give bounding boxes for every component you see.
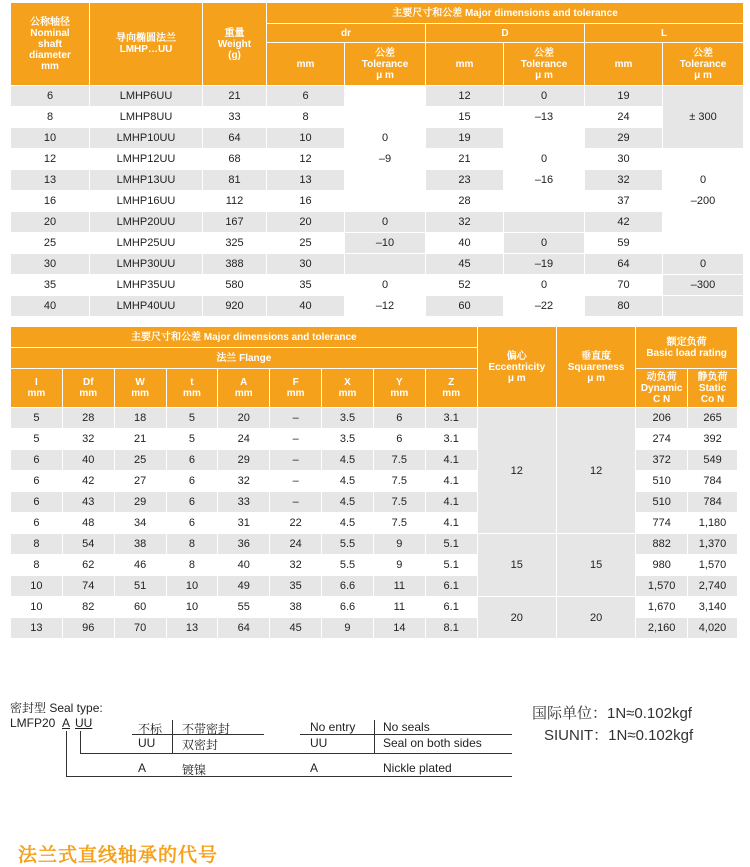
seal-row1-cn-code: 不标 — [138, 722, 163, 736]
cell-t: 5 — [167, 408, 218, 428]
cell-x: 6.6 — [322, 597, 373, 617]
header-static: 静负荷 Static Co N — [688, 369, 737, 407]
cell-D: 23 — [426, 170, 503, 190]
cell-f: 24 — [270, 534, 321, 554]
table-row — [11, 254, 743, 274]
cell-dynamic-load: 1,670 — [636, 597, 687, 617]
cell-df: 28 — [63, 408, 114, 428]
cell-t: 8 — [167, 534, 218, 554]
cell-dynamic-load: 206 — [636, 408, 687, 428]
cell-eccentricity: 12 — [478, 408, 556, 533]
table-row — [11, 86, 743, 106]
cell-shaft: 6 — [11, 86, 89, 106]
cell-L-tol: ± 300 — [663, 86, 743, 148]
cell-shaft: 16 — [11, 191, 89, 211]
header-squareness: 垂直度 Squareness μ m — [557, 327, 635, 407]
cell-D-tol-empty — [504, 128, 584, 148]
cell-model: LMHP30UU — [90, 254, 202, 274]
cell-w: 70 — [115, 618, 166, 638]
connector-uu-vertical — [80, 731, 81, 753]
section-title: 法兰式直线轴承的代号 — [18, 845, 219, 866]
cell-t: 5 — [167, 429, 218, 449]
seal-row2-en-code: UU — [310, 736, 328, 750]
cell-static-load: 4,020 — [688, 618, 737, 638]
cell-df: 54 — [63, 534, 114, 554]
cell-L: 64 — [585, 254, 662, 274]
cell-L: 59 — [585, 233, 662, 253]
header-W: W mm — [115, 369, 166, 407]
header-major-dimensions-2: 主要尺寸和公差 Major dimensions and tolerance — [11, 327, 477, 347]
cell-model: LMHP25UU — [90, 233, 202, 253]
seal-row2-en-desc: Seal on both sides — [383, 736, 482, 750]
seal-code-a: A — [62, 716, 71, 730]
cell-z: 6.1 — [426, 597, 477, 617]
cell-L-tol-lower: –200 — [663, 191, 743, 211]
cell-weight: 64 — [203, 128, 266, 148]
cell-x: 4.5 — [322, 492, 373, 512]
cell-f: 38 — [270, 597, 321, 617]
cell-x: 6.6 — [322, 576, 373, 596]
cell-w: 34 — [115, 513, 166, 533]
cell-dr: 8 — [267, 107, 344, 127]
cell-L: 19 — [585, 86, 662, 106]
cell-i: 8 — [11, 534, 62, 554]
cell-shaft: 30 — [11, 254, 89, 274]
cell-i: 10 — [11, 576, 62, 596]
cell-L: 32 — [585, 170, 662, 190]
cell-weight: 81 — [203, 170, 266, 190]
divider-en-top — [300, 734, 512, 735]
table-row — [11, 597, 737, 617]
header-Z: Z mm — [426, 369, 477, 407]
cell-dr: 30 — [267, 254, 344, 274]
cell-static-load: 784 — [688, 492, 737, 512]
cell-z: 4.1 — [426, 471, 477, 491]
cell-w: 27 — [115, 471, 166, 491]
cell-model: LMHP8UU — [90, 107, 202, 127]
cell-model: LMHP12UU — [90, 149, 202, 169]
cell-weight: 33 — [203, 107, 266, 127]
cell-dr: 12 — [267, 149, 344, 169]
cell-z: 8.1 — [426, 618, 477, 638]
cell-D: 52 — [426, 275, 503, 295]
cell-df: 40 — [63, 450, 114, 470]
dimension-table-1 — [10, 2, 744, 317]
cell-static-load: 1,180 — [688, 513, 737, 533]
header-L: L — [585, 24, 743, 42]
cell-D-tol-upper: 0 — [504, 233, 584, 253]
cell-y: 9 — [374, 534, 425, 554]
cell-L: 24 — [585, 107, 662, 127]
cell-dr: 35 — [267, 275, 344, 295]
cell-dynamic-load: 774 — [636, 513, 687, 533]
cell-x: 5.5 — [322, 534, 373, 554]
divider-cn-vertical — [172, 720, 173, 754]
cell-a: 40 — [218, 555, 269, 575]
cell-i: 6 — [11, 450, 62, 470]
header-major-dimensions: 主要尺寸和公差 Major dimensions and tolerance — [267, 3, 743, 23]
cell-D-tol-empty — [504, 212, 584, 232]
seal-row3-cn-code: A — [138, 761, 147, 775]
cell-a: 32 — [218, 471, 269, 491]
header-dr-tolerance: 公差 Tolerance μ m — [345, 43, 425, 85]
cell-x: 4.5 — [322, 450, 373, 470]
cell-L: 70 — [585, 275, 662, 295]
cell-y: 6 — [374, 429, 425, 449]
cell-df: 32 — [63, 429, 114, 449]
table-row — [11, 408, 737, 428]
cell-weight: 68 — [203, 149, 266, 169]
cell-squareness: 15 — [557, 534, 635, 596]
cell-f: 32 — [270, 555, 321, 575]
cell-static-load: 2,740 — [688, 576, 737, 596]
cell-eccentricity: 15 — [478, 534, 556, 596]
cell-y: 7.5 — [374, 471, 425, 491]
cell-df: 96 — [63, 618, 114, 638]
seal-row1-en-code: No entry — [310, 720, 356, 734]
seal-code-uu: UU — [75, 716, 93, 730]
cell-dr: 40 — [267, 296, 344, 316]
cell-squareness: 12 — [557, 408, 635, 533]
seal-row2-cn-code: UU — [138, 736, 156, 750]
seal-row1-en-desc: No seals — [383, 720, 430, 734]
cell-f: – — [270, 408, 321, 428]
cell-dynamic-load: 372 — [636, 450, 687, 470]
cell-dynamic-load: 2,160 — [636, 618, 687, 638]
cell-x: 9 — [322, 618, 373, 638]
cell-model: LMHP16UU — [90, 191, 202, 211]
cell-weight: 325 — [203, 233, 266, 253]
table-row — [11, 233, 743, 253]
cell-y: 7.5 — [374, 450, 425, 470]
cell-shaft: 25 — [11, 233, 89, 253]
table-row — [11, 275, 743, 295]
cell-f: – — [270, 450, 321, 470]
cell-dr-tol-lower: –10 — [345, 233, 425, 253]
header-Df: Df mm — [63, 369, 114, 407]
cell-z: 6.1 — [426, 576, 477, 596]
cell-D: 15 — [426, 107, 503, 127]
header-weight: 重量 Weight (g) — [203, 3, 266, 85]
cell-L: 42 — [585, 212, 662, 232]
cell-y: 14 — [374, 618, 425, 638]
cell-i: 5 — [11, 408, 62, 428]
cell-D-tol-upper: 0 — [504, 275, 584, 295]
cell-dr-tol-empty — [345, 170, 425, 190]
cell-z: 3.1 — [426, 408, 477, 428]
table-row — [11, 534, 737, 554]
cell-eccentricity: 20 — [478, 597, 556, 638]
connector-uu-horizontal — [80, 753, 512, 754]
cell-z: 4.1 — [426, 492, 477, 512]
cell-shaft: 12 — [11, 149, 89, 169]
cell-D: 60 — [426, 296, 503, 316]
cell-y: 6 — [374, 408, 425, 428]
cell-D-tol-lower: –19 — [504, 254, 584, 274]
header-nominal-diameter: 公称轴径 Nominal shaft diameter mm — [11, 3, 89, 85]
cell-static-load: 3,140 — [688, 597, 737, 617]
cell-shaft: 35 — [11, 275, 89, 295]
cell-D: 21 — [426, 149, 503, 169]
cell-z: 4.1 — [426, 513, 477, 533]
cell-shaft: 20 — [11, 212, 89, 232]
cell-t: 13 — [167, 618, 218, 638]
cell-shaft: 40 — [11, 296, 89, 316]
cell-a: 49 — [218, 576, 269, 596]
cell-model: LMHP20UU — [90, 212, 202, 232]
cell-df: 74 — [63, 576, 114, 596]
seal-row1-cn-desc: 不带密封 — [182, 722, 231, 736]
cell-i: 5 — [11, 429, 62, 449]
table-row — [11, 296, 743, 316]
cell-dr-tol-upper: 0 — [345, 212, 425, 232]
cell-L-tol-empty — [663, 296, 743, 316]
cell-weight: 167 — [203, 212, 266, 232]
cell-D: 12 — [426, 86, 503, 106]
cell-dr: 20 — [267, 212, 344, 232]
unit-note-cn: 国际单位：1N≈0.102kgf — [532, 705, 692, 722]
seal-type-title: 密封型 Seal type: — [10, 701, 103, 715]
cell-dr: 6 — [267, 86, 344, 106]
cell-y: 11 — [374, 576, 425, 596]
header-Y: Y mm — [374, 369, 425, 407]
cell-dynamic-load: 1,570 — [636, 576, 687, 596]
cell-i: 6 — [11, 471, 62, 491]
seal-code-prefix: LMFP20 — [10, 716, 56, 730]
connector-a-vertical — [66, 731, 67, 776]
cell-i: 10 — [11, 597, 62, 617]
cell-dr-tol-lower: –9 — [345, 149, 425, 169]
cell-dynamic-load: 882 — [636, 534, 687, 554]
cell-dr-tol-upper: 0 — [345, 128, 425, 148]
cell-z: 4.1 — [426, 450, 477, 470]
cell-a: 64 — [218, 618, 269, 638]
cell-x: 5.5 — [322, 555, 373, 575]
cell-t: 8 — [167, 555, 218, 575]
cell-model: LMHP40UU — [90, 296, 202, 316]
cell-y: 11 — [374, 597, 425, 617]
cell-model: LMHP6UU — [90, 86, 202, 106]
cell-x: 4.5 — [322, 513, 373, 533]
header-I: I mm — [11, 369, 62, 407]
cell-t: 6 — [167, 471, 218, 491]
seal-row3-en-desc: Nickle plated — [383, 761, 452, 775]
cell-L-tol-empty — [663, 149, 743, 169]
header-D-mm: mm — [426, 43, 503, 85]
cell-static-load: 1,370 — [688, 534, 737, 554]
cell-D-tol-upper: 0 — [504, 149, 584, 169]
seal-row2-cn-desc: 双密封 — [182, 738, 219, 752]
cell-w: 51 — [115, 576, 166, 596]
cell-D: 28 — [426, 191, 503, 211]
cell-static-load: 549 — [688, 450, 737, 470]
cell-L: 80 — [585, 296, 662, 316]
cell-df: 42 — [63, 471, 114, 491]
cell-a: 24 — [218, 429, 269, 449]
cell-df: 48 — [63, 513, 114, 533]
cell-z: 5.1 — [426, 534, 477, 554]
cell-L-tol-upper: 0 — [663, 170, 743, 190]
cell-L-tol-upper: 0 — [663, 254, 743, 274]
header-dr-mm: mm — [267, 43, 344, 85]
cell-D-tol-empty — [504, 191, 584, 211]
dimension-table-2 — [10, 326, 738, 639]
table-row — [11, 212, 743, 232]
cell-weight: 388 — [203, 254, 266, 274]
header-flange: 法兰 Flange — [11, 348, 477, 368]
cell-f: – — [270, 471, 321, 491]
cell-i: 6 — [11, 492, 62, 512]
cell-y: 9 — [374, 555, 425, 575]
cell-i: 6 — [11, 513, 62, 533]
cell-model: LMHP13UU — [90, 170, 202, 190]
connector-a-horizontal — [66, 776, 512, 777]
cell-a: 36 — [218, 534, 269, 554]
cell-dynamic-load: 510 — [636, 471, 687, 491]
cell-weight: 580 — [203, 275, 266, 295]
cell-f: – — [270, 429, 321, 449]
cell-w: 46 — [115, 555, 166, 575]
cell-a: 55 — [218, 597, 269, 617]
header-D: D — [426, 24, 584, 42]
cell-D-tol-lower: –22 — [504, 296, 584, 316]
seal-row3-en-code: A — [310, 761, 319, 775]
cell-weight: 21 — [203, 86, 266, 106]
cell-dr: 16 — [267, 191, 344, 211]
cell-dr-tol-empty — [345, 191, 425, 211]
table-row — [11, 191, 743, 211]
cell-w: 18 — [115, 408, 166, 428]
table2-body — [11, 408, 737, 638]
cell-dr: 10 — [267, 128, 344, 148]
cell-dynamic-load: 980 — [636, 555, 687, 575]
seal-row3-cn-desc: 镀镍 — [182, 763, 207, 777]
table-row — [11, 170, 743, 190]
header-F: F mm — [270, 369, 321, 407]
header-dynamic: 动负荷 Dynamic C N — [636, 369, 687, 407]
cell-shaft: 10 — [11, 128, 89, 148]
cell-weight: 920 — [203, 296, 266, 316]
cell-D: 40 — [426, 233, 503, 253]
cell-y: 7.5 — [374, 513, 425, 533]
cell-D: 32 — [426, 212, 503, 232]
header-X: X mm — [322, 369, 373, 407]
header-A: A mm — [218, 369, 269, 407]
cell-a: 29 — [218, 450, 269, 470]
cell-z: 3.1 — [426, 429, 477, 449]
header-load-rating: 额定负荷 Basic load rating — [636, 327, 737, 368]
cell-w: 60 — [115, 597, 166, 617]
cell-t: 6 — [167, 450, 218, 470]
cell-D-tol-lower: –13 — [504, 107, 584, 127]
header-dr: dr — [267, 24, 425, 42]
cell-y: 7.5 — [374, 492, 425, 512]
cell-df: 82 — [63, 597, 114, 617]
cell-D-tol-lower: –16 — [504, 170, 584, 190]
cell-t: 6 — [167, 513, 218, 533]
cell-D: 45 — [426, 254, 503, 274]
cell-a: 20 — [218, 408, 269, 428]
header-eccentricity: 偏心 Eccentricity μ m — [478, 327, 556, 407]
cell-dr: 25 — [267, 233, 344, 253]
cell-weight: 112 — [203, 191, 266, 211]
cell-w: 21 — [115, 429, 166, 449]
cell-D-tol-upper: 0 — [504, 86, 584, 106]
cell-dr-tol-lower: –12 — [345, 296, 425, 316]
header-model: 导向椭圆法兰 LMHP…UU — [90, 3, 202, 85]
cell-shaft: 13 — [11, 170, 89, 190]
cell-i: 13 — [11, 618, 62, 638]
cell-model: LMHP35UU — [90, 275, 202, 295]
table-row — [11, 128, 743, 148]
cell-L: 37 — [585, 191, 662, 211]
cell-w: 25 — [115, 450, 166, 470]
header-D-tolerance: 公差 Tolerance μ m — [504, 43, 584, 85]
cell-shaft: 8 — [11, 107, 89, 127]
cell-static-load: 1,570 — [688, 555, 737, 575]
cell-squareness: 20 — [557, 597, 635, 638]
cell-f: 35 — [270, 576, 321, 596]
cell-static-load: 265 — [688, 408, 737, 428]
cell-f: 22 — [270, 513, 321, 533]
cell-x: 4.5 — [322, 471, 373, 491]
cell-dr-tol-empty — [345, 86, 425, 127]
cell-x: 3.5 — [322, 408, 373, 428]
cell-df: 43 — [63, 492, 114, 512]
cell-f: 45 — [270, 618, 321, 638]
table-row — [11, 149, 743, 169]
cell-L-tol-empty — [663, 233, 743, 253]
cell-D: 19 — [426, 128, 503, 148]
cell-w: 38 — [115, 534, 166, 554]
cell-L: 30 — [585, 149, 662, 169]
unit-note-en: SIUNIT：1N≈0.102kgf — [544, 727, 694, 744]
header-L-tolerance: 公差 Tolerance μ m — [663, 43, 743, 85]
cell-dynamic-load: 510 — [636, 492, 687, 512]
cell-static-load: 784 — [688, 471, 737, 491]
cell-x: 3.5 — [322, 429, 373, 449]
cell-i: 8 — [11, 555, 62, 575]
header-L-mm: mm — [585, 43, 662, 85]
cell-a: 31 — [218, 513, 269, 533]
cell-model: LMHP10UU — [90, 128, 202, 148]
cell-t: 10 — [167, 576, 218, 596]
cell-t: 10 — [167, 597, 218, 617]
cell-static-load: 392 — [688, 429, 737, 449]
cell-dr-tol-empty — [345, 254, 425, 274]
cell-t: 6 — [167, 492, 218, 512]
divider-en-vertical — [374, 720, 375, 754]
cell-L-tol-empty — [663, 212, 743, 232]
cell-df: 62 — [63, 555, 114, 575]
cell-w: 29 — [115, 492, 166, 512]
cell-L-tol-lower: –300 — [663, 275, 743, 295]
cell-dr: 13 — [267, 170, 344, 190]
cell-f: – — [270, 492, 321, 512]
cell-z: 5.1 — [426, 555, 477, 575]
cell-dynamic-load: 274 — [636, 429, 687, 449]
cell-dr-tol-upper: 0 — [345, 275, 425, 295]
header-t: t mm — [167, 369, 218, 407]
cell-L: 29 — [585, 128, 662, 148]
cell-a: 33 — [218, 492, 269, 512]
